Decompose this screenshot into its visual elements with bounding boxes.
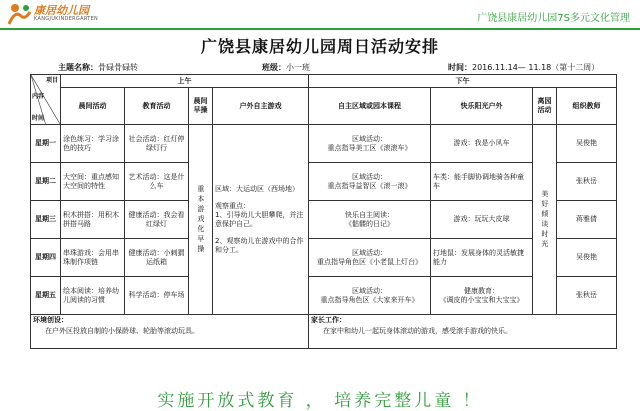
- row-day: 星期五: [31, 277, 61, 315]
- kindergarten-logo: [6, 2, 156, 26]
- row-day: 星期一: [31, 125, 61, 163]
- row-education: 健康活动：小刺猬运纸箱: [125, 239, 189, 277]
- row-teacher: 吴俊艳: [557, 125, 617, 163]
- col-region: 自主区域或园本课程: [309, 88, 431, 125]
- row-day: 星期四: [31, 239, 61, 277]
- header-divider: [0, 28, 640, 30]
- schedule-table: [30, 74, 617, 349]
- class-value: 小一班: [286, 63, 310, 72]
- page-title: 广饶县康居幼儿园周日活动安排: [200, 37, 439, 56]
- theme-label: 主题名称：: [58, 63, 98, 72]
- col-morning-activity: 晨间活动: [61, 88, 125, 125]
- row-education: 艺术活动：这是什么车: [125, 163, 189, 201]
- row-teacher: 吴俊艳: [557, 239, 617, 277]
- table-row: [31, 277, 617, 315]
- corner-item: 项目: [45, 77, 58, 84]
- row-sunshine: 健康教育： 《调皮的小宝宝和大宝宝》: [431, 277, 533, 315]
- environment-cell: [31, 315, 309, 349]
- brand-slogan: 广饶县康居幼儿园7S多元文化管理: [477, 13, 630, 24]
- row-education: 科学活动：停车场: [125, 277, 189, 315]
- exercise-cell: [189, 125, 213, 315]
- parent-work-text: 在家中和幼儿一起玩身体滚动的游戏，感受滚手游戏的快乐。: [323, 326, 512, 335]
- table-row: [31, 163, 617, 201]
- row-sunshine: 游戏：我是小风车: [431, 125, 533, 163]
- row-region: 快乐自主阅读： 《骷髅的日记》: [309, 201, 431, 239]
- time-label: 时间：: [448, 63, 472, 72]
- afternoon-header: 下午: [309, 75, 617, 88]
- outdoor-cell: 区域：大运动区（西场地） 观察重点： 1、引导幼儿大胆攀爬，并注意保护自己。 2、观察幼儿在游戏中的合作和分工。: [213, 125, 309, 315]
- row-region: 区域活动： 重点指导角色区《小老鼠上灯台》: [309, 239, 431, 277]
- class-label: 班级：: [262, 63, 286, 72]
- row-day: 星期二: [31, 163, 61, 201]
- morning-header: 上午: [61, 75, 309, 88]
- row-sunshine: 车类：能手脚协调地骑各种童车: [431, 163, 533, 201]
- row-morning: 串珠游戏：会用串珠制作项链: [61, 239, 125, 277]
- col-leave: 离园活动: [533, 88, 557, 125]
- row-day: 星期三: [31, 201, 61, 239]
- leave-cell: [533, 125, 557, 315]
- class-info: [262, 62, 310, 73]
- logo-figure-icon: [6, 2, 32, 26]
- col-outdoor: 户外自主游戏: [213, 88, 309, 125]
- exercise-text: 重本游戏化早操: [196, 184, 205, 255]
- table-row: [31, 201, 617, 239]
- row-morning: 绘本阅读：培养幼儿阅读的习惯: [61, 277, 125, 315]
- motto: 实施开放式教育 ， 培养完整儿童 ！: [157, 391, 483, 411]
- time-info: [448, 62, 599, 73]
- logo-english: KANGJUKINDERGARTEN: [34, 16, 99, 22]
- theme-value: 骨碌骨碌转: [98, 63, 138, 72]
- row-teacher: 张秋岳: [557, 277, 617, 315]
- row-education: 健康活动：我会看红绿灯: [125, 201, 189, 239]
- row-morning: 积木拼搭：用积木拼搭马路: [61, 201, 125, 239]
- col-sunshine: 快乐阳光户外: [431, 88, 533, 125]
- parent-work-title: 家长工作：: [311, 316, 346, 324]
- row-region: 区域活动： 重点指导角色区《大家来开车》: [309, 277, 431, 315]
- row-education: 社会活动：红灯停绿灯行: [125, 125, 189, 163]
- row-sunshine: 游戏：玩玩大皮球: [431, 201, 533, 239]
- corner-time: 时间: [32, 114, 45, 122]
- corner-content: 内容: [32, 93, 45, 100]
- row-teacher: 张秋岳: [557, 163, 617, 201]
- corner-header: [31, 75, 61, 125]
- leave-text: 美好倾谈时光: [540, 189, 549, 250]
- table-row: [31, 125, 617, 163]
- environment-text: 在户外区投放自制的小保龄球、轮胎等滚动玩具。: [45, 326, 199, 335]
- notes-row: [31, 315, 617, 349]
- parent-work-cell: [309, 315, 617, 349]
- col-education: 教育活动: [125, 88, 189, 125]
- col-teacher: 组织教师: [557, 88, 617, 125]
- environment-title: 环境创设：: [33, 316, 68, 324]
- logo-chinese: 康居幼儿园: [34, 4, 89, 17]
- row-sunshine: 打地鼠：发展身体的灵活敏捷能力: [431, 239, 533, 277]
- row-teacher: 蒋雅倩: [557, 201, 617, 239]
- row-region: 区域活动： 重点指导美工区《滚滚车》: [309, 125, 431, 163]
- time-value: 2016.11.14— 11.18（第十二周）: [472, 63, 600, 72]
- theme-info: [58, 62, 138, 73]
- row-morning: 涂色练习：学习涂色的技巧: [61, 125, 125, 163]
- row-region: 区域活动： 重点指导益智区《滚一滚》: [309, 163, 431, 201]
- table-row: [31, 239, 617, 277]
- row-morning: 大空间：重点感知大空间的特性: [61, 163, 125, 201]
- col-exercise: 晨间早操: [189, 88, 213, 125]
- page-header: [0, 0, 640, 28]
